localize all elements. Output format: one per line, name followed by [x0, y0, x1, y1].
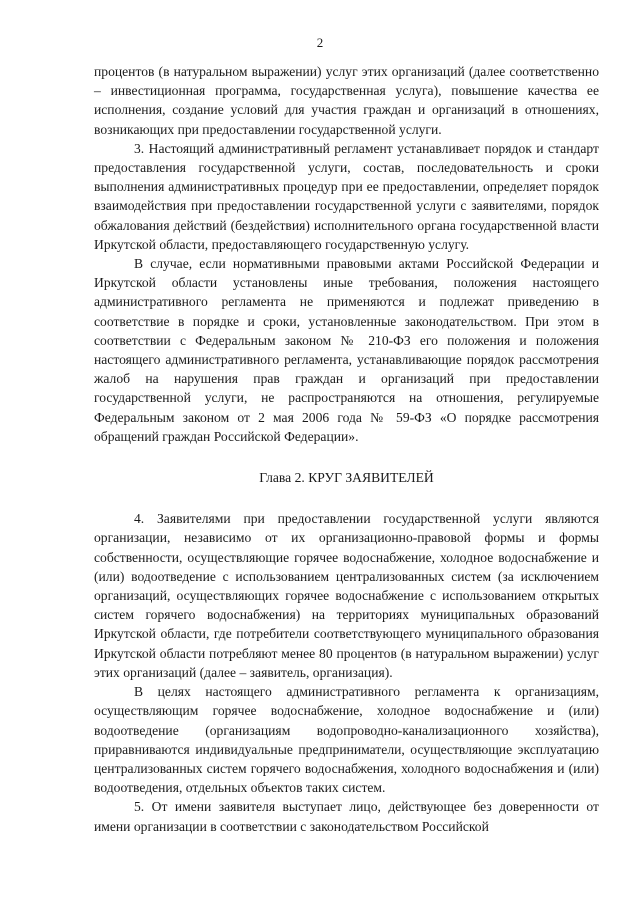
document-body — [94, 62, 599, 836]
page-number: 2 — [316, 35, 324, 50]
paragraph-equivalence: В целях настоящего административного регламента к организациям, осуществляющим горячее водоснабжение, холодное водоснабжение и (или) водоотведение (организациям водопроводно-канализационного хозяйства), приравниваются индивидуальные предприниматели, осуществляющие эксплуатацию централизованных систем горячего водоснабжения, холодного водоснабжения и (или) водоотведения, отдельных объектов таких систем. — [94, 684, 599, 796]
paragraph-clause-3: 3. Настоящий административный регламент устанавливает порядок и стандарт предоставления государственной услуги, состав, последовательность и сроки выполнения административных процедур при ее предоставлении, определяет порядок взаимодействия при предоставлении государственной услуги с заявителями, порядок обжалования действий (бездействия) исполнительного органа государственной власти Иркутской области, предоставляющего государственную услугу. — [94, 140, 599, 252]
chapter-heading: Глава 2. КРУГ ЗАЯВИТЕЛЕЙ — [259, 470, 434, 486]
paragraph-continuation: процентов (в натуральном выражении) услуг этих организаций (далее соответственно – инвестиционная программа, государственная услуга), повышение качества ее исполнения, создание условий для участия граждан и организаций в отношениях, возникающих при предоставлении государственной услуги. — [94, 64, 599, 137]
paragraph-exceptions: В случае, если нормативными правовыми актами Российской Федерации и Иркутской области установлены иные требования, положения настоящего административного регламента не применяются и подлежат приведению в соответствие в порядке и сроки, установленные законодательством. При этом в соответствии с Федеральным законом № 210-ФЗ его положения и положения настоящего административного регламента, устанавливающие порядок рассмотрения жалоб на нарушения прав граждан и организаций при предоставлении государственной услуги, не распространяются на отношения, регулируемые Федеральным законом от 2 мая 2006 года № 59-ФЗ «О порядке рассмотрения обращений граждан Российской Федерации». — [94, 256, 599, 444]
paragraph-clause-4: 4. Заявителями при предоставлении государственной услуги являются организации, независимо от их организационно-правовой формы и формы собственности, осуществляющие горячее водоснабжение, холодное водоснабжение и (или) водоотведение с использованием централизованных систем (за исключением организаций, осуществляющих горячее водоснабжение с использованием открытых систем горячего водоснабжения) на территориях муниципальных образований Иркутской области, где потребители соответствующего муниципального образования Иркутской области потребляют менее 80 процентов (в натуральном выражении) услуг этих организаций (далее – заявитель, организация). — [94, 511, 599, 680]
paragraph-clause-5: 5. От имени заявителя выступает лицо, действующее без доверенности от имени организации в соответствии с законодательством Российской — [94, 799, 599, 834]
